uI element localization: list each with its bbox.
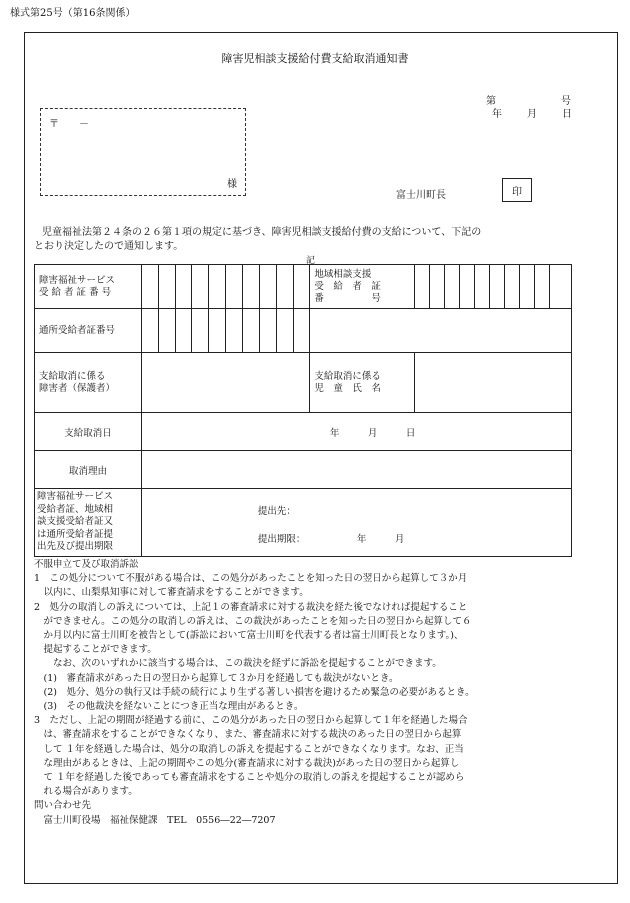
appeal-notes: 不服申立て及び取消訴訟 1 この処分について不服がある場合は、この処分があったことを知った日の翌日から起算して３か月 以内に、山梨県知事に対して審査請求をすることができます。 2 処分の取消しの訴えについては、上記１の審査請求に対する裁決を経た後でなければ提起すること ができません。この処分の取消しの訴えは、この裁決があったことを知った日の翌日から起算して６ か月以内に富士川町を被告として(訴訟において富士川町を代表する者は富士川町長となります。)、 提起することができます。 なお、次のいずれかに該当する場合は、この裁決を経ずに訴訟を提起することができます。 (1) 審査請求があった日の翌日から起算して３か月を経過しても裁決がないとき。 (2) 処分、処分の執行又は手続の続行により生ずる著しい損害を避けるため緊急の必要があるとき。 (3) その他裁決を経ないことにつき正当な理由があるとき。 3 ただし、上記の期間が経過する前に、この処分があった日の翌日から起算して１年を経過した場合 は、審査請求をすることができなくなり、また、審査請求に対する裁決のあった日の翌日から起算 して １年を経過した場合は、処分の取消しの訴えを提起することができなくなります。なお、正当 な理由があるときは、上記の期間やこの処分(審査請求に対する裁決)があった日の翌日から起算し て １年を経過した後であっても審査請求をすることや処分の取消しの訴えを提起することが認めら れる場合があります。 問い合わせ先 富士川町役場 福祉保健課 TEL 0556―22―7207 — [34, 559, 475, 826]
digit-cell[interactable] — [460, 265, 475, 309]
digit-cell[interactable] — [158, 265, 175, 309]
regional-cert-label: 地域相談支援 受 給 者 証 番 号 — [310, 265, 415, 309]
date-day: 日 — [562, 109, 572, 120]
digit-cell[interactable] — [175, 265, 192, 309]
digit-cell[interactable] — [192, 265, 209, 309]
digit-cell[interactable] — [209, 309, 226, 353]
disability-cert-label: 障害福祉サービス 受 給 者 証 番 号 — [35, 265, 142, 309]
table-row — [35, 413, 572, 451]
recipient-sama: 様 — [227, 179, 237, 190]
digit-cell[interactable] — [430, 265, 445, 309]
submit-label: 障害福祉サービス 受給者証、地域相 談支援受給者証又 は通所受給者証提 出先及び提出期限 — [35, 489, 142, 557]
blank-cell — [310, 309, 572, 353]
seal-box — [502, 178, 532, 202]
digit-cell[interactable] — [445, 265, 460, 309]
table-row — [35, 489, 572, 557]
digit-cell[interactable] — [293, 309, 310, 353]
digit-cell[interactable] — [520, 265, 535, 309]
reason-label: 取消理由 — [35, 451, 142, 489]
address-box — [40, 108, 246, 196]
ki-label: 記 — [306, 256, 316, 266]
digit-cell[interactable] — [141, 265, 158, 309]
number-dai: 第 — [486, 96, 496, 107]
date-year: 年 — [492, 109, 502, 120]
digit-cell[interactable] — [550, 265, 572, 309]
submit-deadline-label: 提出期限： — [257, 534, 306, 545]
digit-cell[interactable] — [192, 309, 209, 353]
digit-cell[interactable] — [226, 265, 243, 309]
submit-to-label: 提出先： — [257, 506, 296, 517]
form-number-label: 様式第25号（第16条関係） — [10, 8, 136, 19]
child-name-label: 支給取消に係る 児 童 氏 名 — [310, 353, 415, 413]
digit-cell[interactable] — [242, 265, 259, 309]
table-row — [35, 309, 572, 353]
guardian-value[interactable] — [141, 353, 309, 413]
digit-cell[interactable] — [475, 265, 490, 309]
digit-cell[interactable] — [276, 265, 293, 309]
guardian-label: 支給取消に係る 障害者（保護者） — [35, 353, 142, 413]
page-title: 障害児相談支援給付費支給取消通知書 — [221, 52, 409, 65]
child-name-value[interactable] — [415, 353, 572, 413]
day-service-cert-label: 通所受給者証番号 — [35, 309, 142, 353]
intro-text: 児童福祉法第２４条の２６第１項の規定に基づき、障害児相談支援給付費の支給について、下記の とおり決定したので通知します。 — [34, 227, 482, 252]
seal-label: 印 — [512, 186, 522, 198]
issuer-name: 富士川町長 — [396, 190, 446, 201]
digit-cell[interactable] — [242, 309, 259, 353]
digit-cell[interactable] — [293, 265, 310, 309]
submit-value[interactable]: 提出先： 提出期限： 年 月 — [141, 489, 571, 557]
number-go: 号 — [561, 96, 571, 107]
digit-cell[interactable] — [259, 309, 276, 353]
digit-cell[interactable] — [259, 265, 276, 309]
table-row — [35, 265, 572, 309]
digit-cell[interactable] — [535, 265, 550, 309]
digit-cell[interactable] — [226, 309, 243, 353]
digit-cell[interactable] — [505, 265, 520, 309]
info-table — [34, 264, 572, 557]
table-row — [35, 451, 572, 489]
date-month: 月 — [527, 109, 537, 120]
reason-value[interactable] — [141, 451, 571, 489]
digit-cell[interactable] — [415, 265, 430, 309]
cancel-date-value[interactable]: 年 月 日 — [141, 413, 571, 451]
postal-code: 〒 － — [49, 119, 89, 130]
digit-cell[interactable] — [175, 309, 192, 353]
digit-cell[interactable] — [276, 309, 293, 353]
digit-cell[interactable] — [490, 265, 505, 309]
cancel-date-label: 支給取消日 — [35, 413, 142, 451]
digit-cell[interactable] — [209, 265, 226, 309]
table-row — [35, 353, 572, 413]
digit-cell[interactable] — [158, 309, 175, 353]
digit-cell[interactable] — [141, 309, 158, 353]
